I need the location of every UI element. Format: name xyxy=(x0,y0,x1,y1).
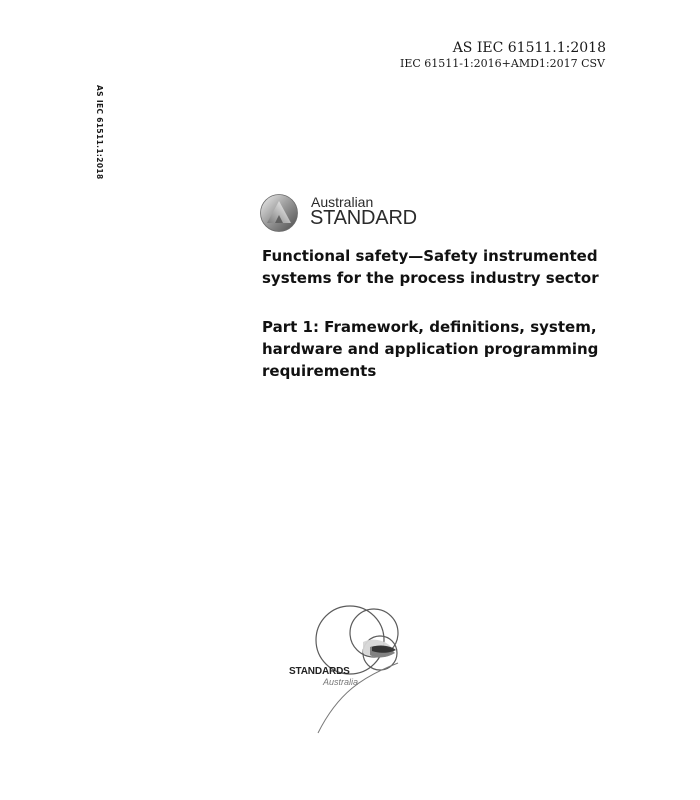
source-reference: IEC 61511-1:2016+AMD1:2017 CSV xyxy=(399,57,605,70)
standard-id: AS IEC 61511.1:2018 xyxy=(452,40,606,56)
part-line-3: requirements xyxy=(262,362,377,380)
brand-name-line-1: Australian xyxy=(311,194,374,210)
organization-subtitle: Australia xyxy=(323,677,359,687)
organization-name: STANDARDS xyxy=(289,666,350,677)
part-line-1: Part 1: Framework, definitions, system, xyxy=(262,318,597,336)
spine-label: AS IEC 61511.1:2018 xyxy=(95,85,104,180)
title-line-2: systems for the process industry sector xyxy=(262,269,599,287)
document-title xyxy=(262,245,622,289)
title-line-1: Functional safety—Safety instrumented xyxy=(262,247,598,265)
brand-name-line-2: STANDARD xyxy=(310,207,417,229)
part-line-2: hardware and application programming xyxy=(262,340,599,358)
australian-standard-logo-icon xyxy=(259,193,299,233)
document-part-title xyxy=(262,316,622,382)
spine-label-area xyxy=(92,85,104,180)
